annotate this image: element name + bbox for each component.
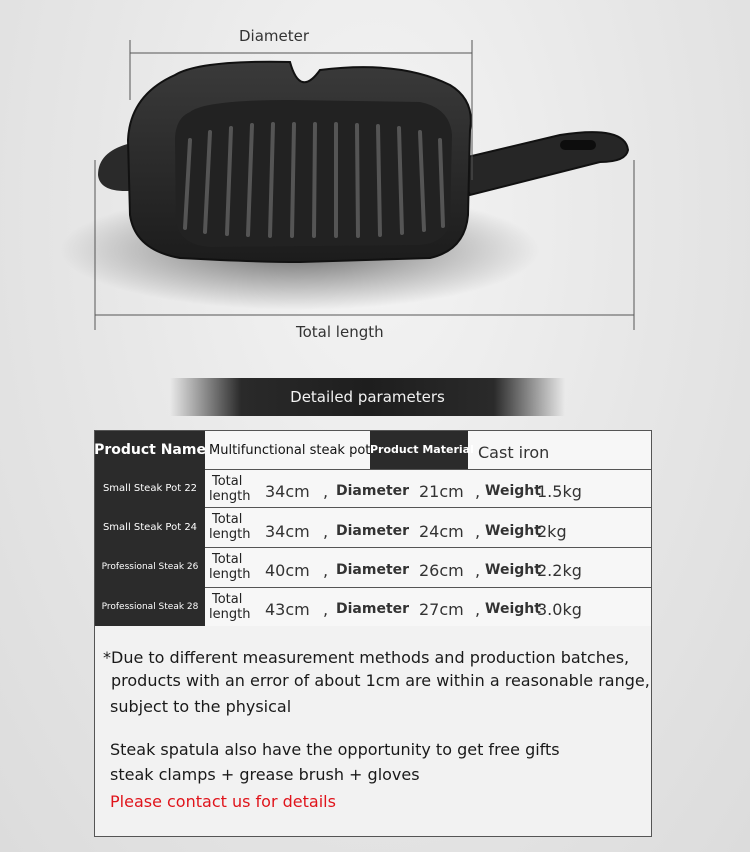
separator: , <box>323 482 329 501</box>
length-label: length <box>209 567 251 582</box>
contact-note: Please contact us for details <box>110 792 336 811</box>
diameter-label: Diameter <box>239 27 310 45</box>
diameter-label: Diameter <box>336 523 410 539</box>
row-product-name: Small Steak Pot 24 <box>95 507 205 547</box>
diameter-value: 24cm <box>419 522 464 541</box>
product-name-label: Product Name <box>95 431 205 469</box>
weight-value: 3.0kg <box>537 600 582 619</box>
length-value: 34cm <box>265 522 310 541</box>
length-label: length <box>209 489 251 504</box>
table-row <box>95 469 651 508</box>
gift-note-line-2: steak clamps + grease brush + gloves <box>110 765 420 784</box>
separator: , <box>323 561 329 580</box>
diameter-label: Diameter <box>336 601 410 617</box>
measurement-note-line-1: *Due to different measurement methods and production batches, <box>103 648 630 667</box>
weight-label: Weight <box>485 523 541 539</box>
total-label: Total <box>212 512 243 527</box>
measurement-note-line-2: products with an error of about 1cm are within a reasonable range, <box>111 671 650 690</box>
measurement-note-line-3: subject to the physical <box>110 697 292 716</box>
diameter-value: 27cm <box>419 600 464 619</box>
separator: , <box>475 522 481 541</box>
row-product-name: Professional Steak 26 <box>95 547 205 587</box>
total-length-label: Total length <box>296 323 384 341</box>
diameter-value: 26cm <box>419 561 464 580</box>
weight-label: Weight <box>485 483 541 499</box>
length-label: length <box>209 527 251 542</box>
row-product-name: Professional Steak 28 <box>95 587 205 627</box>
total-label: Total <box>212 552 243 567</box>
separator: , <box>475 600 481 619</box>
total-label: Total <box>212 592 243 607</box>
length-value: 34cm <box>265 482 310 501</box>
length-value: 43cm <box>265 600 310 619</box>
diameter-value: 21cm <box>419 482 464 501</box>
table-row <box>95 547 651 588</box>
table-row <box>95 507 651 548</box>
weight-label: Weight <box>485 601 541 617</box>
grill-pan-illustration <box>0 0 750 370</box>
diameter-label: Diameter <box>336 483 410 499</box>
length-value: 40cm <box>265 561 310 580</box>
table-row <box>95 587 651 627</box>
product-material-label: Product Material <box>370 431 468 469</box>
section-title-banner: Detailed parameters <box>170 378 565 416</box>
pan-handle <box>455 132 628 195</box>
gift-note-line-1: Steak spatula also have the opportunity to get free gifts <box>110 740 560 759</box>
product-name-value: Multifunctional steak pot <box>209 443 371 458</box>
weight-value: 1.5kg <box>537 482 582 501</box>
length-label: length <box>209 607 251 622</box>
separator: , <box>475 482 481 501</box>
notes-box <box>94 626 652 837</box>
separator: , <box>323 522 329 541</box>
total-label: Total <box>212 474 243 489</box>
weight-label: Weight <box>485 562 541 578</box>
row-product-name: Small Steak Pot 22 <box>95 469 205 507</box>
separator: , <box>475 561 481 580</box>
parameter-table <box>94 430 652 628</box>
diameter-label: Diameter <box>336 562 410 578</box>
weight-value: 2kg <box>537 522 567 541</box>
weight-value: 2.2kg <box>537 561 582 580</box>
separator: , <box>323 600 329 619</box>
product-material-value: Cast iron <box>478 443 550 462</box>
table-header-row <box>95 431 651 470</box>
